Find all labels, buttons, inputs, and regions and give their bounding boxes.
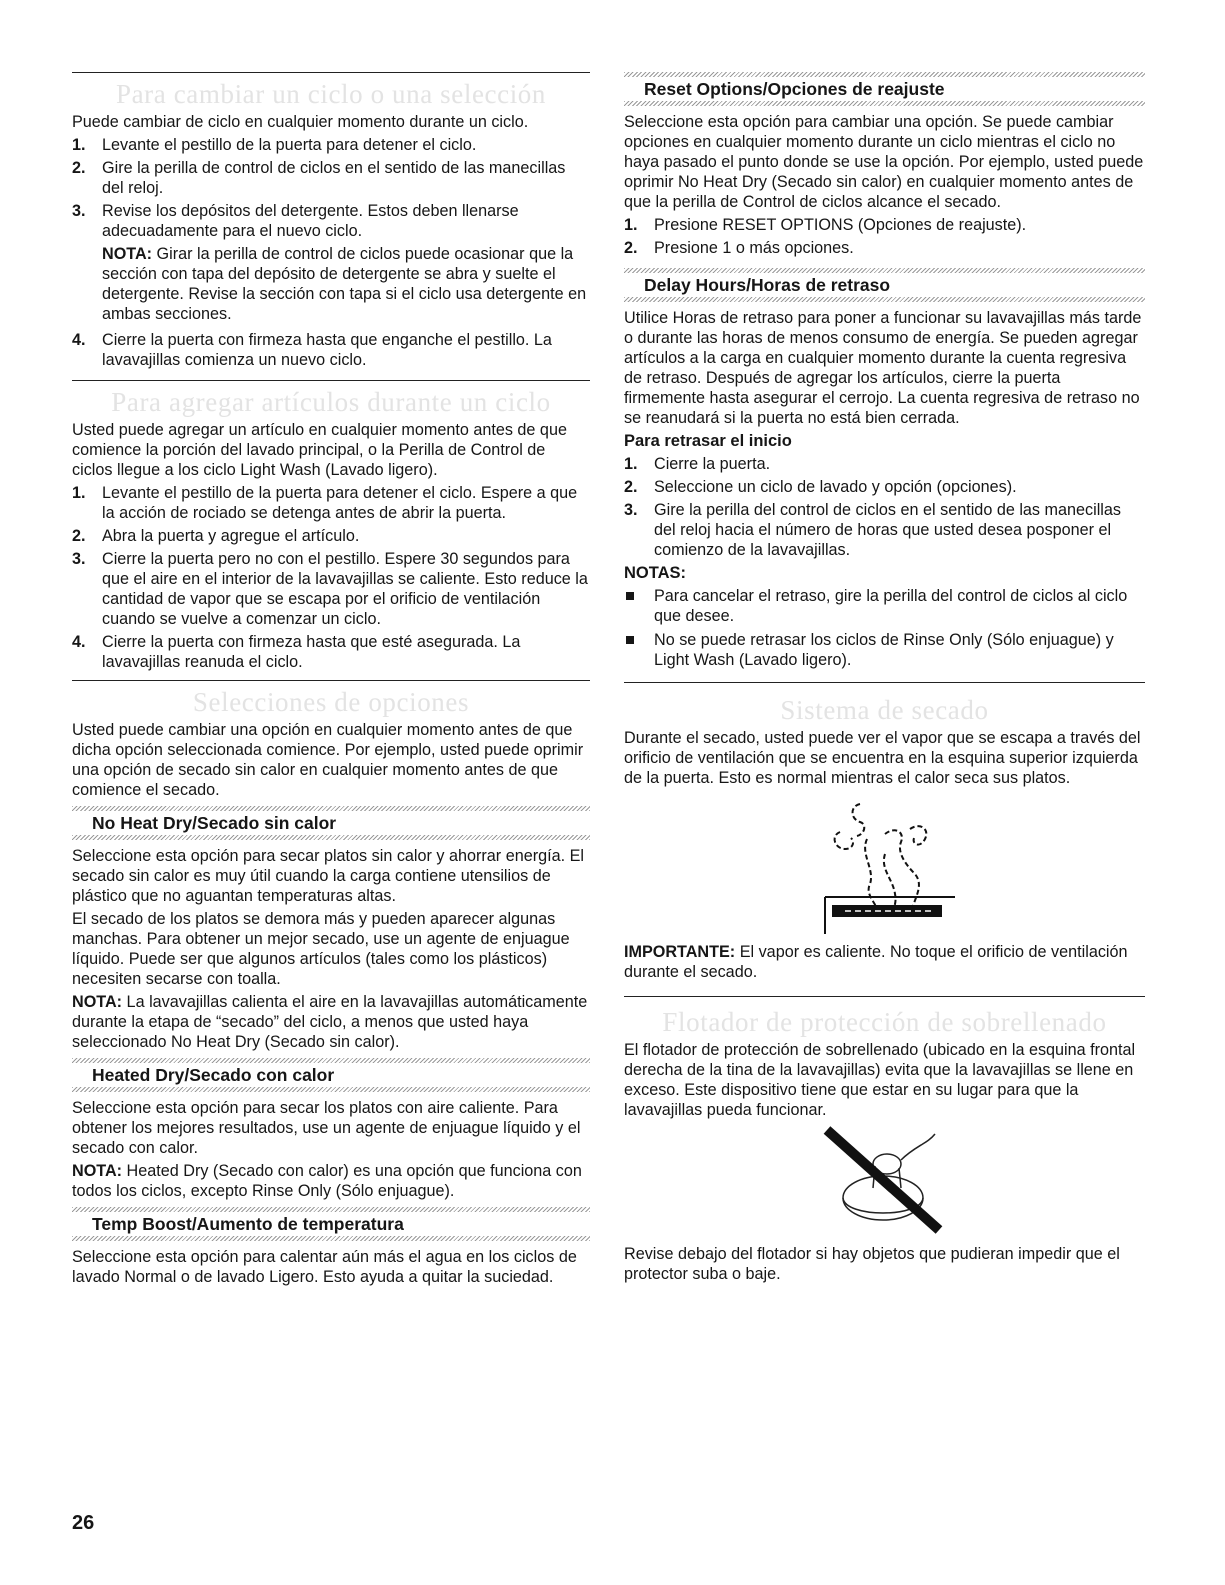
step-number: 3.: [624, 501, 638, 519]
steps-list: [624, 215, 1145, 258]
paragraph: El flotador de protección de sobrellenado (ubicado en la esquina frontal derecha de la tina de la lavavajillas) evita que la lavavajillas se llene en exceso. Este dispositivo tiene que estar en su lugar para que la lavavajillas pueda funcionar.: [624, 1041, 1136, 1119]
paragraph: Puede cambiar de ciclo en cualquier momento durante un ciclo.: [72, 113, 529, 131]
list-item: [624, 477, 1145, 497]
step-number: 1.: [72, 484, 86, 502]
option-heading-temp-boost: [72, 1207, 590, 1241]
step-text: Gire la perilla de control de ciclos en el sentido de las manecillas del reloj.: [102, 159, 566, 197]
important-label: IMPORTANTE:: [624, 943, 736, 961]
step-number: 4.: [72, 331, 86, 349]
note-label: NOTA:: [72, 1162, 123, 1180]
step-number: 2.: [624, 478, 638, 496]
notes-label: NOTAS:: [624, 564, 687, 582]
section-title-drying-system: Sistema de secado: [780, 695, 989, 725]
bullet-square-icon: [626, 636, 634, 644]
option-heading-label: Reset Options/Opciones de reajuste: [644, 79, 945, 99]
option-heading-no-heat-dry: [72, 806, 590, 840]
note-text: Girar la perilla de control de ciclos puede ocasionar que la sección con tapa del depósito de detergente se abra y suelte el detergente. Revise la sección con tapa si el ciclo usa detergente en ambas secciones.: [102, 245, 587, 323]
steps-list: [72, 483, 590, 672]
list-item: [624, 215, 1145, 235]
option-heading-heated-dry: [72, 1058, 590, 1092]
step-number: 1.: [624, 455, 638, 473]
bullet-square-icon: [626, 592, 634, 600]
paragraph: Seleccione esta opción para secar los platos con aire caliente. Para obtener los mejores resultados, use un agente de enjuague líquido y el secado con calor.: [72, 1099, 581, 1157]
subheading-delay-start: Para retrasar el inicio: [624, 432, 792, 450]
list-item: [72, 330, 590, 370]
list-item: [72, 549, 590, 629]
paragraph: Seleccione esta opción para calentar aún más el agua en los ciclos de lavado Normal o de lavado Ligero. Esto ayuda a quitar la suciedad.: [72, 1248, 577, 1286]
section-title-change-cycle: Para cambiar un ciclo o una selección: [115, 79, 547, 109]
step-number: 3.: [72, 202, 86, 220]
step-text: Abra la puerta y agregue el artículo.: [102, 527, 360, 545]
note: [72, 992, 590, 1052]
note-text: La lavavajillas calienta el aire en la lavavajillas automáticamente durante la etapa de “secado” del ciclo, a menos que usted haya seleccionado No Heat Dry (Secado sin calor).: [72, 993, 588, 1051]
step-text: Cierre la puerta pero no con el pestillo. Espere 30 segundos para que el aire en el interior de la lavavajillas se caliente. Esto reduce la cantidad de vapor que se escapa por el orificio de ventilación cuando se vuelve a comenzar un ciclo.: [102, 550, 588, 628]
option-heading-reset-options: [624, 72, 1145, 106]
note-text: Para cancelar el retraso, gire la perilla del control de ciclos al ciclo que desee.: [654, 587, 1128, 625]
hatch-rule: [72, 835, 590, 840]
step-text: Gire la perilla del control de ciclos en el sentido de las manecillas del reloj hacia el número de horas que usted desea posponer el comienzo de la lavavajillas.: [654, 501, 1121, 559]
note-text: Heated Dry (Secado con calor) es una opción que funciona con todos los ciclos, excepto Rinse Only (Sólo enjuague).: [72, 1162, 582, 1200]
section-title-overfill-float: Flotador de protección de sobrellenado: [662, 1007, 1107, 1037]
paragraph: Utilice Horas de retraso para poner a funcionar su lavavajillas más tarde o durante las horas de menos consumo de energía. Se pueden agregar artículos a la carga en cualquier momento durante la cuenta regresiva de retraso. Después de agregar los artículos, cierre la puerta firmemente hasta asegurar el cerrojo. La cuenta regresiva de retraso no se reanudará si la puerta no está bien cerrada.: [624, 309, 1142, 427]
section-rule: [624, 996, 1145, 997]
important-note: [624, 942, 1145, 982]
step-text: Presione 1 o más opciones.: [654, 239, 854, 257]
option-heading-label: Heated Dry/Secado con calor: [92, 1065, 335, 1085]
page-number: 26: [72, 1512, 95, 1534]
list-item: [624, 238, 1145, 258]
step-number: 2.: [624, 239, 638, 257]
section-title-add-items: Para agregar artículos durante un ciclo: [111, 387, 551, 417]
step-text: Levante el pestillo de la puerta para detener el ciclo.: [102, 136, 477, 154]
overfill-float-illustration: [815, 1126, 955, 1236]
section-rule: [624, 682, 1145, 683]
option-heading-label: Delay Hours/Horas de retraso: [644, 275, 891, 295]
hatch-rule: [624, 101, 1145, 106]
list-item: [72, 201, 590, 241]
note-label: NOTA:: [102, 245, 153, 263]
steps-list: [624, 454, 1145, 560]
step-number: 1.: [72, 136, 86, 154]
note: [72, 1161, 590, 1201]
step-number: 1.: [624, 216, 638, 234]
option-heading-delay-hours: [624, 268, 1145, 302]
note: [72, 244, 590, 324]
step-number: 2.: [72, 159, 86, 177]
step-text: Levante el pestillo de la puerta para detener el ciclo. Espere a que la acción de rociado se detenga antes de abrir la puerta.: [102, 484, 578, 522]
left-column: [72, 64, 590, 1290]
list-item: [624, 454, 1145, 474]
note-text: No se puede retrasar los ciclos de Rinse Only (Sólo enjuague) y Light Wash (Lavado ligero).: [654, 631, 1114, 669]
list-item: [72, 135, 590, 155]
hatch-rule: [72, 1087, 590, 1092]
step-text: Cierre la puerta.: [654, 455, 771, 473]
list-item: [72, 526, 590, 546]
paragraph: Usted puede agregar un artículo en cualquier momento antes de que comience la porción del lavado principal, o la Perilla de Control de ciclos llegue a los ciclo Light Wash (Lavado ligero).: [72, 421, 567, 479]
steam-vent-illustration: [805, 794, 965, 934]
option-heading-label: Temp Boost/Aumento de temperatura: [92, 1214, 404, 1234]
section-rule: [72, 72, 590, 73]
step-number: 3.: [72, 550, 86, 568]
list-item: [72, 483, 590, 523]
paragraph: Usted puede cambiar una opción en cualquier momento antes de que dicha opción seleccionada comience. Por ejemplo, usted puede oprimir una opción de secado sin calor en cualquier momento antes de que comience el secado.: [72, 721, 584, 799]
section-title-option-selections: Selecciones de opciones: [192, 687, 470, 717]
note-label: NOTA:: [72, 993, 123, 1011]
steps-list: [72, 135, 590, 241]
list-item: [72, 158, 590, 198]
step-text: Cierre la puerta con firmeza hasta que enganche el pestillo. La lavavajillas comienza un nuevo ciclo.: [102, 331, 552, 369]
important-text: El vapor es caliente. No toque el orificio de ventilación durante el secado.: [624, 943, 1128, 981]
list-item: [72, 632, 590, 672]
paragraph: Durante el secado, usted puede ver el vapor que se escapa a través del orificio de ventilación que se encuentra en la esquina superior izquierda de la puerta. Esto es normal mientras el calor seca sus platos.: [624, 729, 1141, 787]
step-text: Revise los depósitos del detergente. Estos deben llenarse adecuadamente para el nuevo ciclo.: [102, 202, 519, 240]
paragraph: Seleccione esta opción para cambiar una opción. Se puede cambiar opciones en cualquier momento durante un ciclo mientras el ciclo no haya pasado el punto donde se use la opción. Por ejemplo, usted puede oprimir No Heat Dry (Secado sin calor) en cualquier momento antes de que la perilla de Control de ciclos alcance el secado.: [624, 113, 1144, 211]
step-text: Seleccione un ciclo de lavado y opción (opciones).: [654, 478, 1017, 496]
option-heading-label: No Heat Dry/Secado sin calor: [92, 813, 337, 833]
list-item: [624, 586, 1145, 626]
section-rule: [72, 380, 590, 381]
step-text: Presione RESET OPTIONS (Opciones de reajuste).: [654, 216, 1027, 234]
paragraph: Seleccione esta opción para secar platos sin calor y ahorrar energía. El secado sin calor es muy útil cuando la carga contiene utensilios de plástico que no aguantan temperaturas altas.: [72, 847, 584, 905]
section-rule: [72, 680, 590, 681]
right-column: [624, 64, 1145, 1287]
paragraph: Revise debajo del flotador si hay objetos que pudieran impedir que el protector suba o baje.: [624, 1245, 1120, 1283]
paragraph: El secado de los platos se demora más y pueden aparecer algunas manchas. Para obtener un mejor secado, use un agente de enjuague líquido. Puede ser que algunos artículos (tales como los plásticos) necesiten secarse con toalla.: [72, 910, 570, 988]
list-item: [624, 630, 1145, 670]
notes-list: [624, 586, 1145, 670]
step-number: 4.: [72, 633, 86, 651]
hatch-rule: [72, 1236, 590, 1241]
step-number: 2.: [72, 527, 86, 545]
steps-list: [72, 330, 590, 370]
step-text: Cierre la puerta con firmeza hasta que esté asegurada. La lavavajillas reanuda el ciclo.: [102, 633, 521, 671]
list-item: [624, 500, 1145, 560]
hatch-rule: [624, 297, 1145, 302]
